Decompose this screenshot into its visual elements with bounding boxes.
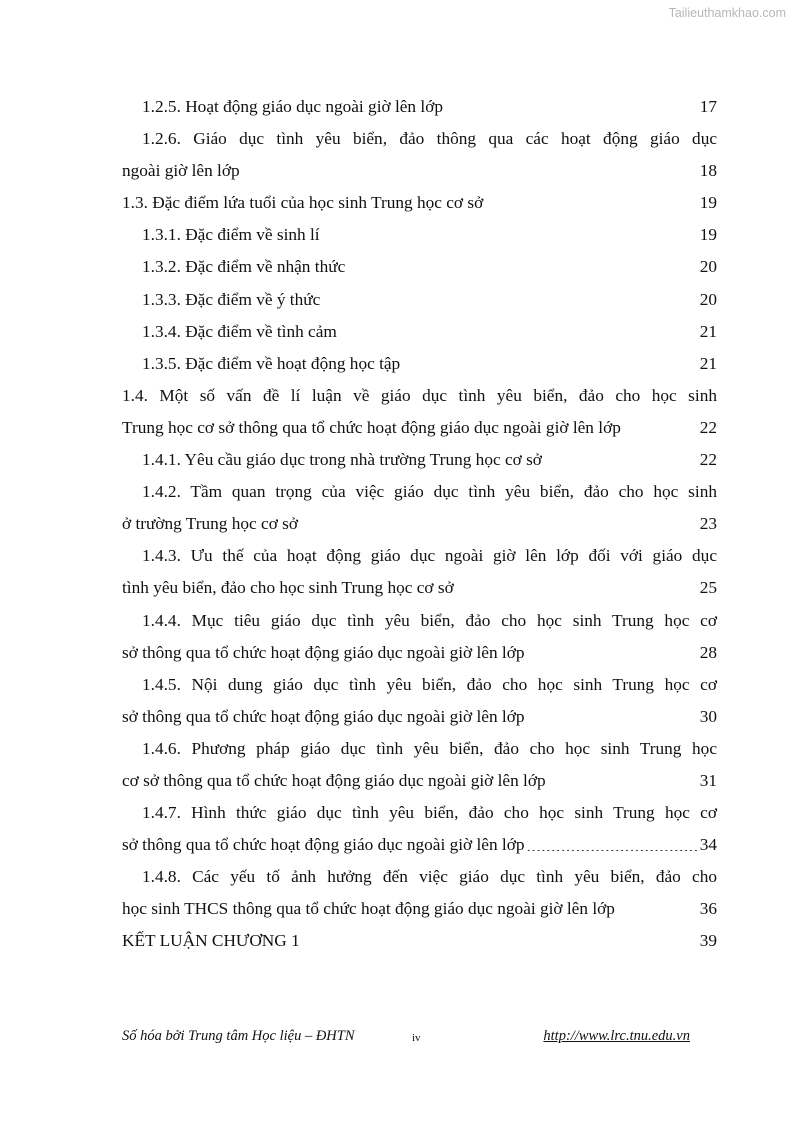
toc-entry-title: 1.3.1. Đặc điểm về sinh lí	[142, 225, 320, 245]
toc-entry[interactable]	[122, 123, 717, 187]
toc-page-number: 20	[699, 289, 717, 309]
toc-entry-title: sở thông qua tổ chức hoạt động giáo dục ngoài giờ lên lớp	[122, 835, 525, 855]
toc-leader-dots	[322, 222, 699, 241]
toc-entry-title: 1.4.8. Các yếu tố ảnh hưởng đến việc giáo dục tình yêu biển, đảo cho	[142, 867, 717, 887]
toc-entry[interactable]	[122, 284, 717, 316]
toc-entry-line	[122, 861, 717, 893]
toc-entry-title: 1.3.4. Đặc điểm về tình cảm	[142, 321, 337, 341]
toc-entry-line	[122, 123, 717, 155]
toc-entry[interactable]	[122, 444, 717, 476]
toc-leader-dots	[339, 318, 699, 337]
toc-entry-line	[122, 155, 717, 187]
toc-page-number: 20	[699, 257, 717, 277]
toc-entry-title: 1.4. Một số vấn đề lí luận về giáo dục tình yêu biển, đảo cho học sinh	[122, 385, 717, 405]
toc-leader-dots	[402, 350, 699, 369]
toc-entry-title: 1.4.7. Hình thức giáo dục tình yêu biển, đảo cho học sinh Trung học cơ	[142, 803, 717, 823]
toc-entry-title: 1.3.5. Đặc điểm về hoạt động học tập	[142, 353, 401, 373]
toc-entry[interactable]	[122, 797, 717, 861]
toc-entry-line	[122, 187, 717, 219]
toc-entry-line	[122, 797, 717, 829]
toc-entry-title: sở thông qua tổ chức hoạt động giáo dục ngoài giờ lên lớp	[122, 706, 525, 726]
toc-entry[interactable]	[122, 380, 717, 444]
toc-entry-line	[122, 765, 717, 797]
toc-entry-title: cơ sở thông qua tổ chức hoạt động giáo dục ngoài giờ lên lớp	[122, 770, 546, 790]
toc-entry-line	[122, 701, 717, 733]
toc-leader-dots	[527, 639, 699, 658]
toc-page-number: 31	[699, 770, 717, 790]
toc-entry-title: 1.3. Đặc điểm lứa tuổi của học sinh Trung học cơ sở	[122, 193, 484, 213]
toc-entry-title: 1.4.1. Yêu cầu giáo dục trong nhà trường Trung học cơ sở	[142, 450, 542, 470]
toc-leader-dots	[302, 928, 699, 947]
toc-entry[interactable]	[122, 219, 717, 251]
toc-entry-title: 1.4.3. Ưu thế của hoạt động giáo dục ngoài giờ lên lớp đối với giáo dục	[142, 546, 717, 566]
toc-leader-dots	[347, 254, 698, 273]
toc-leader-dots	[485, 190, 699, 209]
toc-entry-line	[122, 476, 717, 508]
footer-source: Số hóa bởi Trung tâm Học liệu – ĐHTN	[122, 1028, 355, 1044]
toc-leader-dots	[548, 767, 699, 786]
toc-entry-line	[122, 251, 717, 283]
toc-entry-line	[122, 380, 717, 412]
toc-page-number: 22	[699, 417, 717, 437]
toc-entry-title: 1.2.6. Giáo dục tình yêu biển, đảo thông qua các hoạt động giáo dục	[142, 129, 717, 149]
toc-entry-line	[122, 348, 717, 380]
toc-entry-line	[122, 219, 717, 251]
toc-leader-dots	[617, 896, 699, 915]
toc-entry-title: học sinh THCS thông qua tổ chức hoạt động giáo dục ngoài giờ lên lớp	[122, 899, 615, 919]
toc-entry[interactable]	[122, 669, 717, 733]
toc-page-number: 18	[699, 161, 717, 181]
watermark: Tailieuthamkhao.com	[668, 6, 786, 20]
footer-page-number: iv	[412, 1032, 421, 1044]
toc-page-number: 21	[699, 353, 717, 373]
toc-entry-title: 1.3.2. Đặc điểm về nhận thức	[142, 257, 346, 277]
toc-entry-line	[122, 637, 717, 669]
toc-leader-dots	[527, 831, 699, 850]
toc-entry-line	[122, 316, 717, 348]
toc-leader-dots	[300, 511, 699, 530]
toc-entry[interactable]	[122, 316, 717, 348]
toc-page-number: 39	[699, 931, 717, 951]
toc-entry-title: ngoài giờ lên lớp	[122, 161, 240, 181]
toc-leader-dots	[527, 703, 699, 722]
toc-entry-title: KẾT LUẬN CHƯƠNG 1	[122, 931, 300, 951]
toc-entry-line	[122, 605, 717, 637]
toc-entry-line	[122, 444, 717, 476]
toc-leader-dots	[445, 93, 699, 112]
toc-entry[interactable]	[122, 540, 717, 604]
toc-page-number: 34	[699, 835, 717, 855]
toc-entry[interactable]	[122, 187, 717, 219]
toc-entry-title: 1.4.2. Tầm quan trọng của việc giáo dục tình yêu biển, đảo cho học sinh	[142, 482, 717, 502]
toc-entry-title: ở trường Trung học cơ sở	[122, 514, 299, 534]
toc-entry-line	[122, 733, 717, 765]
toc-entry-line	[122, 508, 717, 540]
toc-entry-line	[122, 669, 717, 701]
toc-entry-title: 1.4.4. Mục tiêu giáo dục tình yêu biển, đảo cho học sinh Trung học cơ	[142, 610, 717, 630]
toc-page-number: 25	[699, 578, 717, 598]
toc-entry-title: 1.2.5. Hoạt động giáo dục ngoài giờ lên lớp	[142, 97, 443, 116]
toc-page-number: 36	[699, 899, 717, 919]
toc-entry[interactable]	[122, 925, 717, 957]
toc-page-number: 22	[699, 450, 717, 470]
toc-entry-line	[122, 829, 717, 861]
toc-leader-dots	[544, 446, 699, 465]
toc-entry[interactable]	[122, 476, 717, 540]
toc-entry-line	[122, 412, 717, 444]
toc-leader-dots	[242, 158, 699, 177]
toc-entry-title: 1.3.3. Đặc điểm về ý thức	[142, 289, 321, 309]
toc-page-number: 19	[699, 225, 717, 245]
toc-page-number: 30	[699, 706, 717, 726]
toc-entry-line	[122, 893, 717, 925]
toc-leader-dots	[623, 414, 699, 433]
table-of-contents	[122, 91, 717, 958]
toc-leader-dots	[456, 575, 699, 594]
toc-entry-title: Trung học cơ sở thông qua tổ chức hoạt động giáo dục ngoài giờ lên lớp	[122, 417, 621, 437]
toc-page-number: 28	[699, 642, 717, 662]
toc-entry[interactable]	[122, 251, 717, 283]
toc-page-number: 21	[699, 321, 717, 341]
toc-entry[interactable]	[122, 91, 717, 123]
toc-entry-line	[122, 284, 717, 316]
toc-entry-title: sở thông qua tổ chức hoạt động giáo dục ngoài giờ lên lớp	[122, 642, 525, 662]
toc-entry-title: tình yêu biển, đảo cho học sinh Trung học cơ sở	[122, 578, 454, 598]
toc-entry[interactable]	[122, 605, 717, 669]
toc-entry-line	[122, 925, 717, 957]
footer-url-link[interactable]: http://www.lrc.tnu.edu.vn	[543, 1028, 690, 1044]
toc-entry-line	[122, 540, 717, 572]
toc-page-number: 23	[699, 514, 717, 534]
toc-entry-title: 1.4.5. Nội dung giáo dục tình yêu biển, đảo cho học sinh Trung học cơ	[142, 674, 717, 694]
toc-entry[interactable]	[122, 348, 717, 380]
toc-leader-dots	[322, 286, 698, 305]
toc-entry-line	[122, 91, 717, 123]
toc-entry[interactable]	[122, 733, 717, 797]
toc-page-number: 19	[699, 193, 717, 213]
toc-page-number: 17	[699, 97, 717, 116]
toc-entry[interactable]	[122, 861, 717, 925]
toc-entry-title: 1.4.6. Phương pháp giáo dục tình yêu biển, đảo cho học sinh Trung học	[142, 738, 717, 758]
toc-entry-line	[122, 572, 717, 604]
